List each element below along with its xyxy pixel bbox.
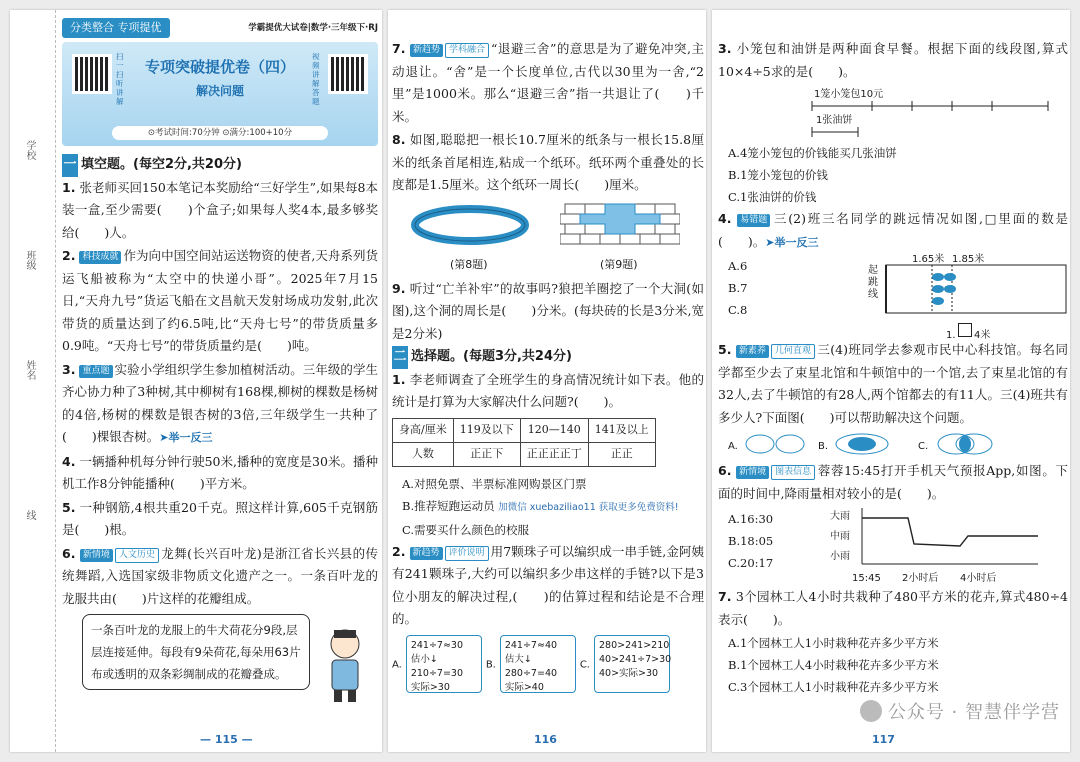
- official-account-watermark: 公众号 · 智慧伴学营: [860, 698, 1060, 724]
- choice-3-option-a[interactable]: A.4笼小笼包的价钱能买几张油饼: [728, 146, 897, 160]
- choice-3-option-b[interactable]: B.1笼小笼包的价钱: [728, 168, 828, 182]
- binding-margin: [10, 10, 56, 752]
- jump-label-1: 1.65米: [912, 254, 945, 265]
- page-number: 116: [534, 733, 557, 746]
- choice-6-option-b[interactable]: B.18:05: [728, 534, 774, 548]
- rain-chart-area: [718, 506, 1068, 586]
- choice-7-option-c[interactable]: C.3个园林工人1小时栽种花卉多少平方米: [728, 680, 939, 694]
- choice-4: 4. 易错题 三(2)班三名同学的跳远情况如图,□里面的数是( )。➤举一反三: [718, 211, 1068, 249]
- choice-4-option-b[interactable]: B.7: [728, 281, 748, 295]
- page3-content: [718, 38, 1068, 698]
- exam-subtitle: 解决问题: [195, 84, 244, 98]
- figures-8-9: [392, 198, 704, 278]
- blank-suffix: 4米: [974, 330, 991, 341]
- child-illustration: [320, 624, 370, 704]
- page2-content: [392, 38, 704, 693]
- paper-ring-figure: [410, 200, 530, 250]
- segment-label-1: 1笼小笼包10元: [814, 89, 884, 100]
- blank-prefix: 1.: [946, 330, 956, 341]
- qr-right-label: 视频讲解 答题: [312, 52, 320, 106]
- question-6: 6. 新情境 人文历史 龙舞(长兴百叶龙)是浙江省长兴县的传统舞蹈,入选国家级非物质文化遗产之一。一条百叶龙的龙服共由( )片这样的花瓣组成。: [62, 545, 378, 606]
- choice-6: 6. 新情境 图表信息 蓉蓉15:45打开手机天气预报App,如图。下面的时间中,降雨量相对较小的是( )。: [718, 463, 1068, 501]
- question-9: 9. 听过“亡羊补牢”的故事吗?狼把羊圈挖了一个大洞(如图),这个洞的周长是( )分米。(每块砖的长是3分米,宽是2分米): [392, 280, 704, 341]
- series-label: 分类整合 专项提优: [62, 18, 170, 38]
- question-8: 8. 如图,聪聪把一根长10.7厘米的纸条与一根长15.8厘米的纸条首尾相连,粘成一个纸环。纸环两个重叠处的长度都是1.5厘米。这个纸环一周长( )厘米。: [392, 132, 704, 192]
- margin-label-name: 姓名: [24, 360, 35, 380]
- x-label-1: 15:45: [852, 573, 881, 584]
- question-5: 5. 一种钢筋,4根共重20千克。照这样计算,605千克钢筋是( )根。: [62, 499, 378, 537]
- margin-label-class: 班级: [24, 250, 35, 270]
- section-2-heading: 二 选择题。(每题3分,共24分): [392, 346, 704, 369]
- x-label-2: 2小时后: [902, 573, 939, 584]
- brick-wall-figure: [560, 200, 680, 250]
- exam-title: 专项突破提优卷（四）: [144, 58, 295, 76]
- margin-label-line: 线: [24, 510, 35, 520]
- caption-fig8: (第8题): [450, 257, 488, 271]
- qr-left-label: 扫一扫 听讲解: [116, 52, 124, 106]
- choice-3: 3. 小笼包和油饼是两种面食早餐。根据下面的线段图,算式10×4÷5求的是( )。: [718, 41, 1068, 79]
- qr-code-right[interactable]: [328, 54, 368, 94]
- banner-top: [62, 18, 378, 40]
- table-header-row: 身高/厘米 119及以下 120—140 141及以上: [393, 418, 656, 442]
- venn-c-icon: [934, 432, 998, 456]
- choice-4-option-c[interactable]: C.8: [728, 303, 748, 317]
- blank-box[interactable]: [958, 323, 972, 337]
- choice-2: 2. 新趋势 评价说明 用7颗珠子可以编织成一串手链,金阿姨有241颗珠子,大约可以编织多少串这样的手链?以下是3位小朋友的解决过程,( )的估算过程和结论是不合理的。: [392, 543, 704, 626]
- rain-curve: [860, 506, 1040, 566]
- section-1-heading: 一 填空题。(每空2分,共20分): [62, 154, 378, 177]
- page-number: — 115 —: [200, 733, 253, 746]
- jump-label-2: 1.85米: [952, 254, 985, 265]
- choice-1-option-c[interactable]: C.需要买什么颜色的校服: [402, 522, 530, 537]
- choice-2-options: A. 241÷7≈30 估小↓ 210÷7=30 实际>30 B. 241÷7≈40 估大↓ 280÷7=40 实际>40 C. 280>241>210 40>241÷7>30 40>实际>30: [392, 635, 704, 693]
- y-label-moderate: 中雨: [830, 531, 850, 542]
- page-115: [10, 10, 382, 752]
- page-117: [712, 10, 1070, 752]
- question-7: 7. 新趋势 学科融合 “退避三舍”的意思是为了避免冲突,主动退让。“舍”是一个长度单位,古代以30里为一舍,“2里”是1000米。那么“退避三舍”指一共退让了( )千米。: [392, 41, 704, 124]
- choice-2-option-b[interactable]: 241÷7≈40 估大↓ 280÷7=40 实际>40: [500, 635, 576, 693]
- choice-2-option-c[interactable]: 280>241>210 40>241÷7>30 40>实际>30: [594, 635, 670, 693]
- tag: 科技成就: [79, 251, 121, 264]
- choice-5-option-a[interactable]: A.: [728, 441, 738, 452]
- venn-b-icon: [834, 432, 890, 456]
- qr-code-left[interactable]: [72, 54, 112, 94]
- y-label-light: 小雨: [830, 551, 850, 562]
- wechat-icon: [860, 700, 882, 722]
- margin-label-school: 学校: [24, 140, 35, 160]
- y-label-heavy: 大雨: [830, 511, 850, 522]
- practice-link[interactable]: ➤举一反三: [765, 235, 819, 249]
- question-3: 3. 重点题 实验小学组织学生参加植树活动。三年级的学生齐心协力种了3种树,其中柳树有168棵,柳树的棵数是杨树的4倍,杨树的棵数是银杏树的3倍,三年级学生一共种了( )棵银杏树。➤举一反三: [62, 361, 378, 444]
- choice-5-option-b[interactable]: B.: [818, 441, 829, 452]
- caption-fig9: (第9题): [600, 257, 638, 271]
- practice-link[interactable]: ➤举一反三: [159, 431, 213, 444]
- height-table: [392, 418, 656, 467]
- question-4: 4. 一辆播种机每分钟行驶50米,播种的宽度是30米。播种机工作8分钟能播种( )平方米。: [62, 453, 378, 491]
- venn-options: [718, 430, 1068, 460]
- exam-info: ⊙考试时间:70分钟 ⊙满分:100+10分: [112, 126, 328, 140]
- choice-5: 5. 新素养 几何直观 三(4)班同学去参观市民中心科技馆。每名同学都至少去了束星北馆和牛顿馆中的一个馆,去了束星北馆的有32人,去了牛顿馆的有28人,两个馆都去的有11人。三(4)班共有多少人?下面图( )可以帮助解决这个问题。: [718, 342, 1068, 425]
- segment-label-2: 1张油饼: [816, 115, 853, 126]
- venn-a-icon: [744, 432, 808, 456]
- page-number: 117: [872, 733, 895, 746]
- note-box: 一条百叶龙的龙服上的牛犬荷花分9段,层层连接延伸。每段有9朵荷花,每朵用63片布或透明的双条彩绸制成的花瓣叠成。: [82, 614, 310, 690]
- choice-1-option-a[interactable]: A.对照免票、半票标准网购景区门票: [402, 476, 587, 491]
- dialogue-figure: [62, 614, 378, 690]
- choice-5-option-c[interactable]: C.: [918, 441, 929, 452]
- choice-3-option-c[interactable]: C.1张油饼的价钱: [728, 190, 817, 204]
- choice-6-option-a[interactable]: A.16:30: [728, 512, 774, 526]
- choice-1-option-b[interactable]: B.推荐短跑运动员 加微信 xuebaziliao11 获取更多免费资料!: [402, 498, 679, 513]
- page-116: [388, 10, 706, 752]
- table-row: 人数 正正下 正正正正丁 正正: [393, 442, 656, 466]
- takeoff-line-label: 起跳线: [868, 265, 878, 300]
- segment-diagram: [718, 84, 1068, 142]
- choice-4-option-a[interactable]: A.6: [728, 259, 748, 273]
- page1-content: [62, 154, 378, 690]
- choice-7: 7. 3个园林工人4小时共栽种了480平方米的花卉,算式480÷4表示( )。: [718, 589, 1068, 627]
- long-jump-figure: [878, 263, 1078, 323]
- question-1: 1. 张老师买回150本笔记本奖励给“三好学生”,如果每8本装一盒,至少需要( )个盒子;如果每人奖4本,最多够奖给( )人。: [62, 179, 379, 240]
- wechat-watermark: 加微信 xuebaziliao11 获取更多免费资料!: [498, 501, 679, 513]
- exam-banner: [62, 42, 378, 146]
- question-2: 2. 科技成就 作为向中国空间站运送物资的使者,天舟系列货运飞船被称为“太空中的快递小哥”。2025年7月15日,“天舟九号”货运飞船在文昌航天发射场成功发射,此次带货的质量达到了约6.5吨,比“天舟七号”的带货质量多0.9吨。“天舟七号”的带货质量约是( )吨。: [62, 248, 378, 353]
- book-label: 学霸提优大试卷|数学·三年级下·RJ: [248, 23, 378, 33]
- tag: 重点题: [79, 365, 112, 378]
- choice-6-option-c[interactable]: C.20:17: [728, 556, 774, 570]
- choice-2-option-a[interactable]: 241÷7≈30 估小↓ 210÷7=30 实际>30: [406, 635, 482, 693]
- choice-1: 1. 李老师调查了全班学生的身高情况统计如下表。他的统计是打算为大家解决什么问题?( )。: [392, 371, 704, 409]
- choice-4-figure: [718, 255, 1068, 339]
- x-label-3: 4小时后: [960, 573, 997, 584]
- choice-7-option-a[interactable]: A.1个园林工人1小时栽种花卉多少平方米: [728, 636, 939, 650]
- choice-7-option-b[interactable]: B.1个园林工人4小时栽种花卉多少平方米: [728, 658, 939, 672]
